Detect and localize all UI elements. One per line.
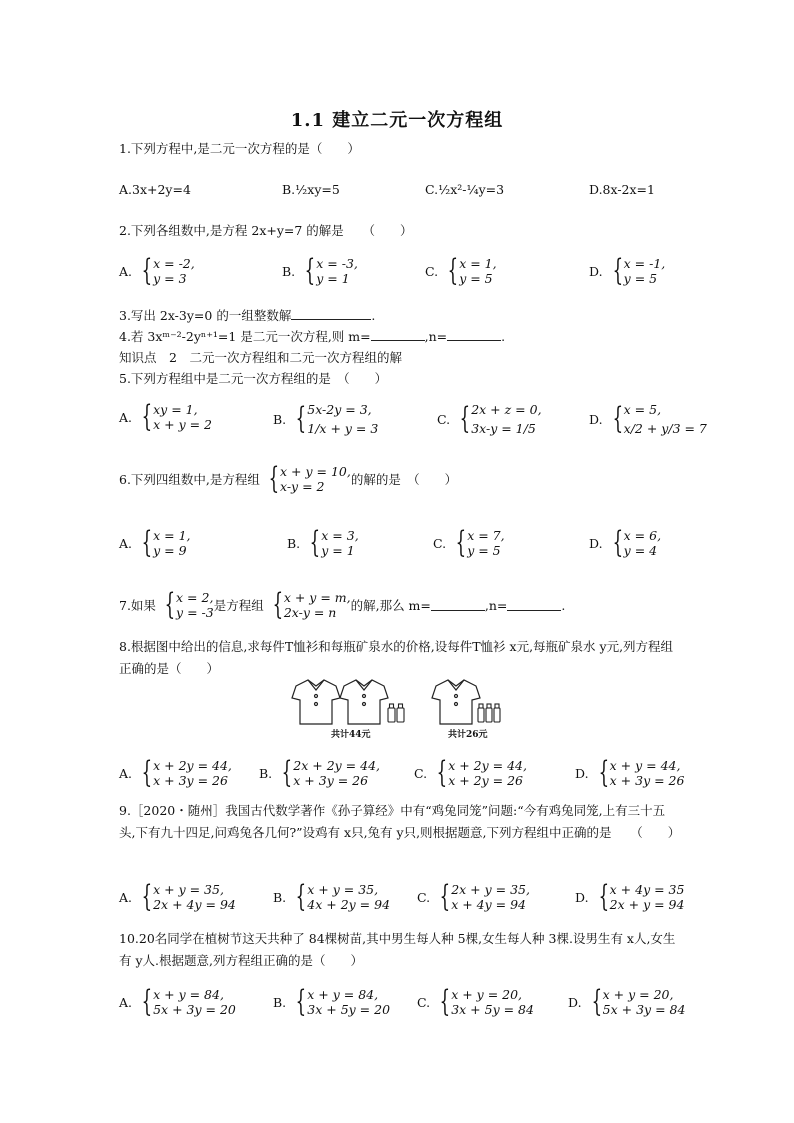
q10-option-c xyxy=(417,984,534,1019)
brace-icon: { xyxy=(141,879,153,914)
option-label: B. xyxy=(273,994,287,1010)
equation-row: x + y = 20, xyxy=(451,987,523,1002)
q9-option-a xyxy=(119,879,236,914)
answer-blank-n[interactable] xyxy=(447,329,501,341)
equation-system xyxy=(301,525,359,560)
tshirt-icon xyxy=(432,680,480,724)
equation-row: x = 6, xyxy=(623,528,662,543)
equation-system xyxy=(583,984,686,1019)
equation-row: x + 2y = 26 xyxy=(448,773,523,788)
question-10-stem: 10.20名同学在植树节这天共种了 84棵树苗,其中男生每人种 5棵,女生每人种 3棵.设男生有 x人,女生有 y人.根据题意,列方程组正确的是（ ） xyxy=(119,931,676,968)
equation-row: 3x + 5y = 20 xyxy=(307,1002,391,1017)
equation-system xyxy=(287,984,391,1019)
equation-row: 5x + 3y = 20 xyxy=(153,1002,236,1017)
question-7 xyxy=(119,587,566,622)
equation-system xyxy=(431,879,530,914)
option-label: D. xyxy=(589,535,603,551)
equation-row: y = -3 xyxy=(176,605,214,620)
equation-system xyxy=(296,253,358,288)
brace-icon: { xyxy=(455,525,467,560)
equation-system xyxy=(273,755,381,790)
question-3 xyxy=(119,307,375,325)
q1-option-d: D.8x-2x=1 xyxy=(589,182,655,197)
equation-row: 2x + 2y = 44, xyxy=(293,758,381,773)
option-label: D. xyxy=(568,994,582,1010)
option-label: B. xyxy=(287,535,301,551)
q6-pre: 6.下列四组数中,是方程组 xyxy=(119,472,260,487)
equation-system xyxy=(590,755,685,790)
equation-row: 5x-2y = 3, xyxy=(307,402,372,417)
brace-icon: { xyxy=(141,525,153,560)
equation-row: y = 4 xyxy=(623,543,658,558)
brace-icon: { xyxy=(295,879,307,914)
q4-stem: 4.若 3xᵐ⁻²-2yⁿ⁺¹=1 是二元一次方程,则 m= xyxy=(119,329,371,344)
q1-option-a: A.3x+2y=4 xyxy=(119,182,191,197)
brace-icon: { xyxy=(612,525,623,560)
equation-system xyxy=(447,525,505,560)
q7-post: 的解,那么 m= xyxy=(350,598,431,613)
page-title: 1.1 建立二元一次方程组 xyxy=(290,110,504,131)
q10-option-a xyxy=(119,984,236,1019)
equation-row: 2x + y = 94 xyxy=(609,897,685,912)
q2-option-c xyxy=(425,253,497,288)
option-label: C. xyxy=(425,263,439,279)
brace-icon: { xyxy=(612,253,623,288)
equation-row: y = 3 xyxy=(153,271,187,286)
equation-row: x + 2y = 44, xyxy=(153,758,232,773)
q1-option-c: C.½x²-¼y=3 xyxy=(425,182,505,197)
equation-row: x + y = 84, xyxy=(307,987,379,1002)
figure-caption-2: 共计26元 xyxy=(448,730,488,740)
equation-row: 3x + 5y = 84 xyxy=(451,1002,534,1017)
question-2-stem: 2.下列各组数中,是方程 2x+y=7 的解是 （ ） xyxy=(119,223,413,238)
equation-system xyxy=(604,525,662,560)
equation-row: x + y = 44, xyxy=(609,758,681,773)
equation-row: 2x + y = 35, xyxy=(451,882,530,897)
equation-row: x + y = 20, xyxy=(602,987,674,1002)
brace-icon: { xyxy=(141,984,153,1019)
equation-system xyxy=(590,879,685,914)
equation-row: x = 3, xyxy=(321,528,359,543)
option-label: B. xyxy=(273,889,287,905)
equation-row: x = 7, xyxy=(467,528,505,543)
equation-row: x = 5, xyxy=(623,402,662,417)
option-label: D. xyxy=(589,263,603,279)
q2-option-a xyxy=(119,253,195,288)
equation-system xyxy=(133,984,236,1019)
equation-row: 1/x + y = 3 xyxy=(307,421,379,436)
answer-blank-n[interactable] xyxy=(507,599,561,611)
equation-row: x = -1, xyxy=(623,256,666,271)
equation-row: y = 1 xyxy=(321,543,355,558)
q8-option-d xyxy=(575,755,685,790)
equation-row: x + 3y = 26 xyxy=(609,773,685,788)
water-bottles-icon xyxy=(478,704,500,722)
option-label: A. xyxy=(119,889,133,905)
equation-system xyxy=(604,400,707,438)
equation-system xyxy=(428,755,527,790)
q9-option-c xyxy=(417,879,530,914)
equation-row: x = 1, xyxy=(459,256,497,271)
q8-option-a xyxy=(119,755,232,790)
equation-system xyxy=(133,755,232,790)
option-label: B. xyxy=(282,263,296,279)
equation-row: x + y = 35, xyxy=(153,882,224,897)
equation-row: 5x + 3y = 84 xyxy=(602,1002,686,1017)
tshirt-icon xyxy=(340,680,388,724)
question-4 xyxy=(119,328,505,346)
tshirt-icon xyxy=(292,680,340,724)
option-label: D. xyxy=(575,765,589,781)
q5-option-c xyxy=(437,400,542,438)
q10-option-b xyxy=(273,984,391,1019)
q9-option-b xyxy=(273,879,391,914)
equation-row: y = 9 xyxy=(153,543,187,558)
q6-post: 的解的是 （ ） xyxy=(350,472,458,487)
q3-stem: 3.写出 2x-3y=0 的一组整数解 xyxy=(119,308,292,323)
equation-row: x + y = 2 xyxy=(153,417,213,432)
equation-system xyxy=(260,461,351,496)
brace-icon: { xyxy=(439,879,451,914)
option-label: C. xyxy=(437,411,451,427)
equation-row: xy = 1, xyxy=(153,402,198,417)
brace-icon: { xyxy=(591,984,602,1019)
equation-row: 3x-y = 1/5 xyxy=(471,421,536,436)
question-8-stem: 8.根据图中给出的信息,求每件T恤衫和每瓶矿泉水的价格,设每件T恤衫 x元,每瓶矿泉水 y元,列方程组正确的是（ ） xyxy=(119,639,674,676)
equation-row: x + 4y = 35 xyxy=(609,882,685,897)
equation-row: y = 5 xyxy=(467,543,501,558)
equation-row: x = 1, xyxy=(153,528,191,543)
q6-option-b xyxy=(287,525,359,560)
equation-system xyxy=(439,253,497,288)
answer-blank-m[interactable] xyxy=(431,599,485,611)
answer-blank-m[interactable] xyxy=(371,329,425,341)
equation-system xyxy=(156,587,214,622)
equation-row: x + y = 84, xyxy=(153,987,224,1002)
equation-system xyxy=(133,879,236,914)
q4-mid: ,n= xyxy=(424,329,448,344)
q8-option-b xyxy=(259,755,381,790)
q6-option-d xyxy=(589,525,662,560)
equation-row: x + y = 35, xyxy=(307,882,379,897)
brace-icon: { xyxy=(268,461,279,496)
option-label: C. xyxy=(417,889,431,905)
brace-icon: { xyxy=(447,253,459,288)
option-label: A. xyxy=(119,535,133,551)
equation-row: x = 2, xyxy=(176,590,214,605)
option-label: C. xyxy=(414,765,428,781)
equation-row: x + 3y = 26 xyxy=(153,773,228,788)
equation-system xyxy=(264,587,351,622)
brace-icon: { xyxy=(304,253,316,288)
q7-post2: ,n= xyxy=(484,597,508,613)
q5-option-a xyxy=(119,399,213,434)
brace-icon: { xyxy=(436,755,448,790)
q2-option-b xyxy=(282,253,358,288)
q8-option-c xyxy=(414,755,527,790)
q1-option-b: B.½xy=5 xyxy=(282,182,340,197)
q2-option-d xyxy=(589,253,666,288)
equation-row: x + 2y = 44, xyxy=(448,758,527,773)
equation-system xyxy=(133,253,195,288)
option-label: D. xyxy=(575,889,589,905)
equation-row: x + y = m, xyxy=(283,590,351,605)
brace-icon: { xyxy=(141,755,153,790)
equation-row: x + y = 10, xyxy=(280,464,351,479)
equation-row: y = 5 xyxy=(459,271,493,286)
q10-option-d xyxy=(568,984,686,1019)
equation-row: x + 4y = 94 xyxy=(451,897,526,912)
q6-option-c xyxy=(433,525,505,560)
option-label: C. xyxy=(417,994,431,1010)
equation-row: x/2 + y/3 = 7 xyxy=(623,421,707,436)
question-5-stem: 5.下列方程组中是二元一次方程组的是 （ ） xyxy=(119,371,388,386)
question-9-stem: 9.［2020・随州］我国古代数学著作《孙子算经》中有“鸡兔同笼”问题:“今有鸡兔同笼,上有三十五头,下有九十四足,问鸡兔各几何?”设鸡有 x只,兔有 y只,则根据题意,下列方程组中正确的是 （ ） xyxy=(119,803,681,840)
q7-pre: 7.如果 xyxy=(119,598,156,613)
equation-system xyxy=(451,400,541,438)
q6-option-a xyxy=(119,525,191,560)
question-6-stem xyxy=(119,461,458,496)
option-label: C. xyxy=(433,535,447,551)
equation-system xyxy=(431,984,534,1019)
equation-row: x-y = 2 xyxy=(280,479,325,494)
brace-icon: { xyxy=(295,984,307,1019)
brace-icon: { xyxy=(141,253,153,288)
option-label: B. xyxy=(273,411,287,427)
equation-row: y = 5 xyxy=(623,271,658,286)
option-label: A. xyxy=(119,263,133,279)
option-label: B. xyxy=(259,765,273,781)
q5-option-b xyxy=(273,400,378,438)
q9-option-d xyxy=(575,879,685,914)
option-label: D. xyxy=(589,411,603,427)
equation-system xyxy=(287,879,391,914)
brace-icon: { xyxy=(459,401,471,436)
brace-icon: { xyxy=(164,587,176,622)
equation-system xyxy=(604,253,666,288)
figure-caption-1: 共计44元 xyxy=(331,730,371,740)
brace-icon: { xyxy=(141,399,153,434)
knowledge-point-heading: 知识点 2 二元一次方程组和二元一次方程组的解 xyxy=(119,350,402,365)
brace-icon: { xyxy=(612,401,623,436)
brace-icon: { xyxy=(598,755,609,790)
equation-row: y = 1 xyxy=(316,271,350,286)
brace-icon: { xyxy=(309,525,321,560)
equation-row: 2x + z = 0, xyxy=(471,402,542,417)
equation-row: x = -3, xyxy=(316,256,358,271)
equation-row: 4x + 2y = 94 xyxy=(307,897,391,912)
q3-end: . xyxy=(371,308,376,323)
equation-system xyxy=(287,400,378,438)
q7-mid: 是方程组 xyxy=(213,598,264,613)
question-1-stem: 1.下列方程中,是二元一次方程的是（ ） xyxy=(119,141,360,156)
q5-option-d xyxy=(589,400,707,438)
answer-blank[interactable] xyxy=(291,308,371,320)
equation-row: 2x + 4y = 94 xyxy=(153,897,236,912)
equation-system xyxy=(133,399,213,434)
q7-end: . xyxy=(561,597,566,613)
option-label: A. xyxy=(119,765,133,781)
equation-row: x = -2, xyxy=(153,256,195,271)
water-bottles-icon xyxy=(388,704,404,722)
equation-system xyxy=(133,525,191,560)
brace-icon: { xyxy=(439,984,451,1019)
brace-icon: { xyxy=(281,755,293,790)
brace-icon: { xyxy=(598,879,609,914)
brace-icon: { xyxy=(272,587,283,622)
option-label: A. xyxy=(119,994,133,1010)
option-label: A. xyxy=(119,409,133,425)
equation-row: x + 3y = 26 xyxy=(293,773,369,788)
equation-row: 2x-y = n xyxy=(283,605,337,620)
q4-end: . xyxy=(501,329,506,344)
brace-icon: { xyxy=(295,401,307,436)
